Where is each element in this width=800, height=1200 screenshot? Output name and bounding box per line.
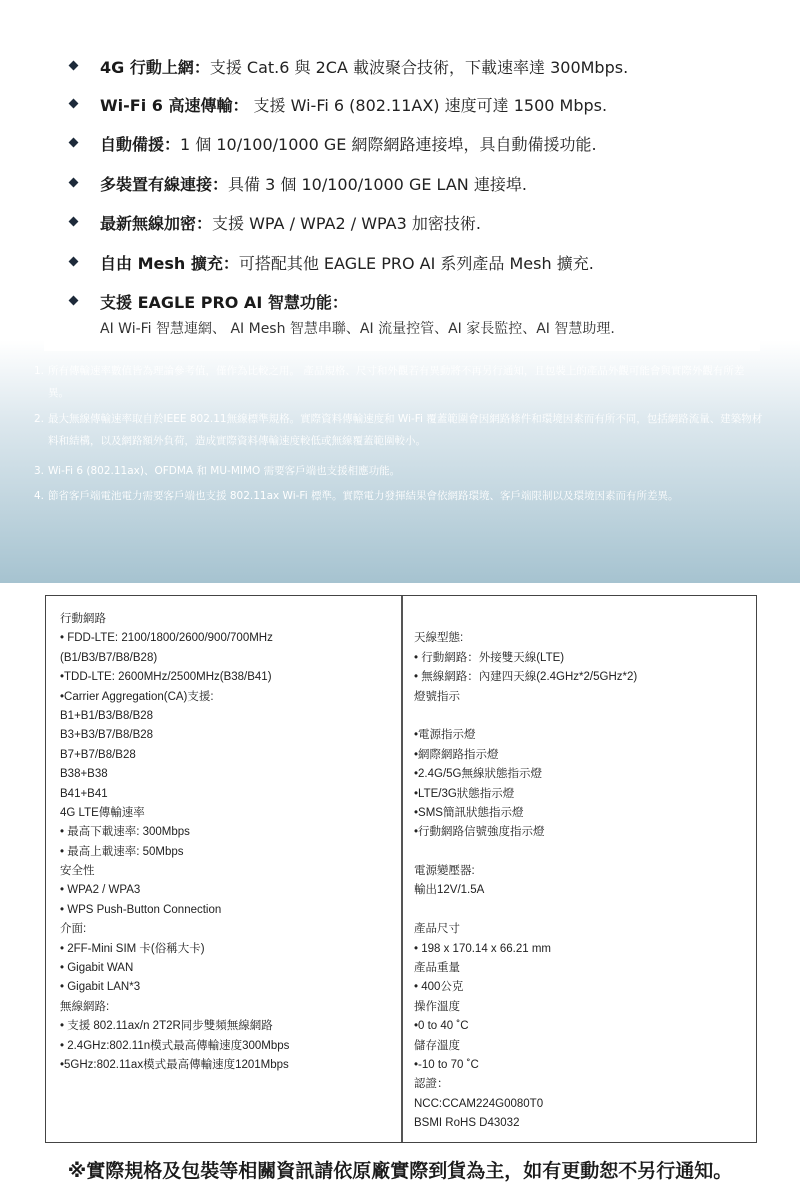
spec-line: 燈號指示: [414, 690, 460, 703]
footnote-text: 最大無線傳輸速率取自於IEEE 802.11無線標準規格。實際資料傳輸速度和 Wi-Fi 覆蓋範圍會因網路條件和環境因素而有所不同，包括網路流量、建築物材料和結構，以及網路額外負荷，造成實際資料傳輸速度較低或無線覆蓋範圍較小。: [48, 413, 763, 447]
spec-line: [414, 707, 744, 726]
spec-line: 儲存溫度: [414, 1039, 460, 1052]
spec-line: • WPA2 / WPA3: [60, 884, 141, 897]
spec-line: • Gigabit WAN: [60, 962, 134, 975]
feature-text: 支援 WPA / WPA2 / WPA3 加密技術.: [212, 214, 481, 233]
spec-line: •LTE/3G狀態指示燈: [414, 787, 515, 800]
feature-title: 最新無線加密：: [100, 214, 213, 233]
feature-text: 具備 3 個 10/100/1000 GE LAN 連接埠.: [228, 175, 527, 194]
diamond-bullet-icon: [69, 61, 79, 71]
footnote-number: 4.: [34, 490, 45, 502]
spec-line: 產品尺寸: [414, 923, 460, 936]
footnote-item: [34, 460, 764, 482]
spec-line: • 2.4GHz:802.11n模式最高傳輸速度300Mbps: [60, 1039, 290, 1052]
feature-title: 支援 EAGLE PRO AI 智慧功能：: [100, 293, 348, 312]
feature-subtext: AI Wi-Fi 智慧連網、 AI Mesh 智慧串聯、AI 流量控管、AI 家長監控、AI 智慧助理.: [100, 321, 615, 337]
spec-line: 天線型態:: [414, 632, 464, 645]
spec-line: •電源指示燈: [414, 729, 476, 742]
spec-line: [414, 843, 744, 862]
feature-title: 4G 行動上網：: [100, 58, 210, 77]
feature-text: 可搭配其他 EAGLE PRO AI 系列產品 Mesh 擴充.: [238, 254, 594, 273]
spec-line: • 198 x 170.14 x 66.21 mm: [414, 942, 551, 955]
spec-line: 輸出12V/1.5A: [414, 884, 485, 897]
footnote-text: 節省客戶端電池電力需要客戶端也支援 802.11ax Wi-Fi 標準。實際電力發揮結果會依網路環境、客戶端限制以及環境因素而有所差異。: [48, 490, 679, 502]
footnote-item: [34, 360, 764, 404]
spec-line: •網際網路指示燈: [414, 748, 499, 761]
spec-line: 電源變壓器:: [414, 865, 475, 878]
spec-line: NCC:CCAM224G0080T0: [414, 1097, 544, 1110]
footnote-text: Wi-Fi 6 (802.11ax)、OFDMA 和 MU-MIMO 需要客戶端也支援相應功能。: [48, 465, 401, 477]
footnote-item: [34, 408, 764, 452]
spec-line: •5GHz:802.11ax模式最高傳輸速度1201Mbps: [60, 1058, 289, 1071]
feature-title: 多裝置有線連接：: [100, 175, 229, 194]
diamond-bullet-icon: [69, 99, 79, 109]
spec-line: • 400公克: [414, 981, 464, 994]
spec-column-right: [414, 610, 744, 1134]
footnote-item: [34, 485, 764, 507]
spec-line: 安全性: [60, 865, 95, 878]
spec-line: 操作溫度: [414, 1000, 460, 1013]
spec-line: •行動網路信號強度指示燈: [414, 826, 545, 839]
spec-line: •Carrier Aggregation(CA)支援:: [60, 690, 214, 703]
feature-title: 自動備援：: [100, 135, 181, 154]
spec-line: B7+B7/B8/B28: [60, 748, 136, 761]
spec-line: • 最高上載速率: 50Mbps: [60, 845, 184, 858]
spec-line: • 無線網路：內建四天線(2.4GHz*2/5GHz*2): [414, 671, 638, 684]
footnote-text: 所有傳輸速率數值皆為理論參考值，僅作為比較之用。 產品規格、尺寸和外觀若有異動將不再另行通知，且包裝上的產品外觀可能會與實際外觀有所差異。: [48, 365, 745, 399]
column-divider: [401, 596, 403, 1142]
spec-line: 產品重量: [414, 962, 460, 975]
diamond-bullet-icon: [69, 296, 79, 306]
footnote-number: 3.: [34, 465, 45, 477]
spec-line: 認證：: [414, 1078, 449, 1091]
spec-line: BSMI RoHS D43032: [414, 1117, 520, 1130]
spec-line: • Gigabit LAN*3: [60, 981, 141, 994]
feature-title: Wi-Fi 6 高速傳輸：: [100, 96, 249, 115]
spec-line: • 支援 802.11ax/n 2T2R同步雙頻無線網路: [60, 1020, 273, 1033]
diamond-bullet-icon: [69, 178, 79, 188]
spec-line: 介面:: [60, 923, 87, 936]
spec-line: • FDD-LTE: 2100/1800/2600/900/700MHz: [60, 632, 273, 645]
spec-line: • 行動網路：外接雙天線(LTE): [414, 651, 565, 664]
spec-line: • 2FF-Mini SIM 卡(俗稱大卡): [60, 942, 205, 955]
spec-line: [414, 901, 744, 920]
diamond-bullet-icon: [69, 217, 79, 227]
feature-title: 自由 Mesh 擴充：: [100, 254, 239, 273]
spec-line: B38+B38: [60, 768, 108, 781]
spec-line: [414, 610, 744, 629]
spec-line: •TDD-LTE: 2600MHz/2500MHz(B38/B41): [60, 671, 272, 684]
spec-line: B41+B41: [60, 787, 108, 800]
spec-line: •SMS簡訊狀態指示燈: [414, 806, 524, 819]
spec-line: •2.4G/5G無線狀態指示燈: [414, 768, 542, 781]
feature-text: 支援 Cat.6 與 2CA 載波聚合技術，下載速率達 300Mbps.: [209, 58, 629, 77]
spec-column-left: [60, 610, 390, 1075]
feature-text: 支援 Wi-Fi 6 (802.11AX) 速度可達 1500 Mbps.: [248, 96, 608, 115]
spec-line: 無線網路:: [60, 1000, 110, 1013]
spec-line: B3+B3/B7/B8/B28: [60, 729, 154, 742]
footnote-number: 1.: [34, 365, 45, 377]
spec-line: • WPS Push-Button Connection: [60, 903, 222, 916]
spec-table: [45, 595, 757, 1143]
feature-text: 1 個 10/100/1000 GE 網際網路連接埠，具自動備援功能.: [180, 135, 597, 154]
spec-line: B1+B1/B3/B8/B28: [60, 709, 154, 722]
spec-line: 4G LTE傳輸速率: [60, 806, 145, 819]
disclaimer-footer: ※實際規格及包裝等相關資訊請依原廠實際到貨為主，如有更動恕不另行通知。: [67, 1160, 733, 1182]
feature-card: [44, 19, 760, 351]
spec-line: •-10 to 70 ˚C: [414, 1058, 479, 1071]
diamond-bullet-icon: [69, 138, 79, 148]
footnote-number: 2.: [34, 413, 45, 425]
diamond-bullet-icon: [69, 257, 79, 267]
spec-line: • 最高下載速率: 300Mbps: [60, 826, 190, 839]
spec-line: (B1/B3/B7/B8/B28): [60, 651, 158, 664]
spec-line: 行動網路: [60, 613, 106, 625]
spec-line: •0 to 40 ˚C: [414, 1020, 469, 1033]
